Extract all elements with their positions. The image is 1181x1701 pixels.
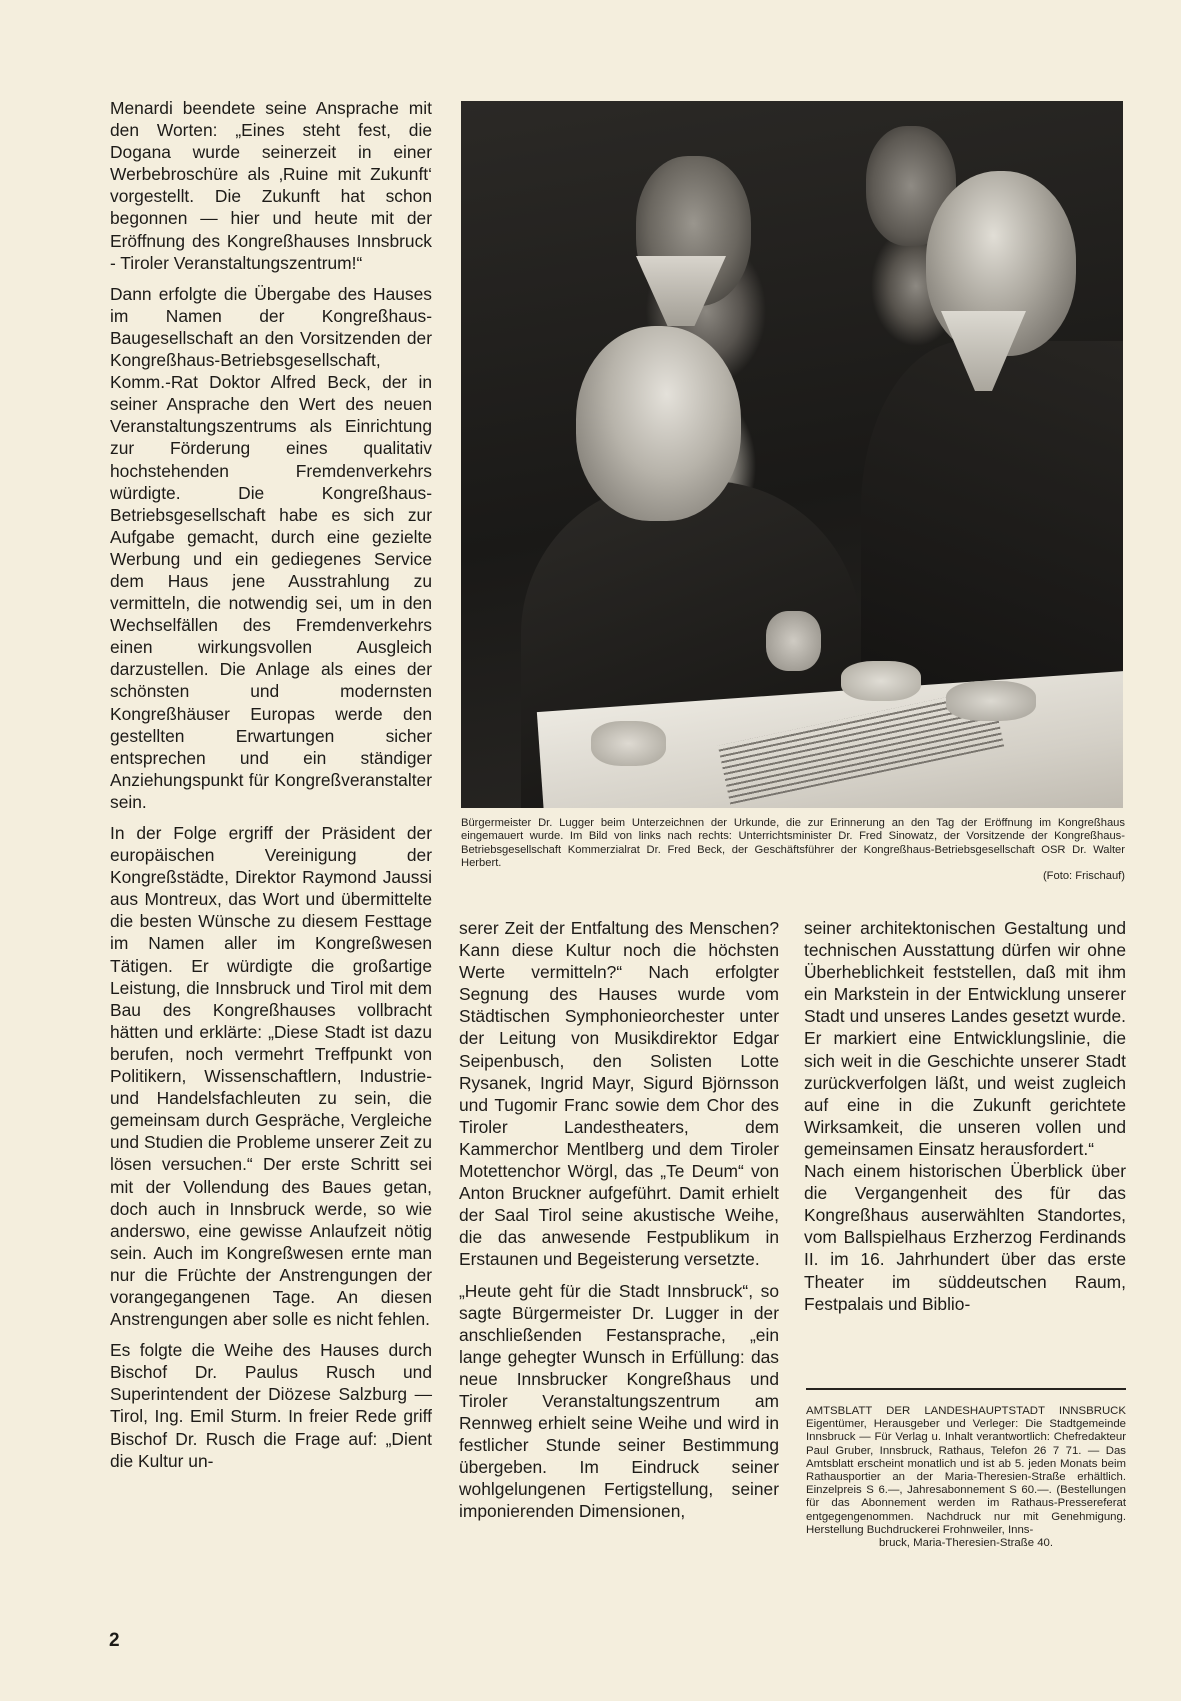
- photo-figure-signing-head: [576, 326, 741, 521]
- paragraph: „Heute geht für die Stadt Innsbruck“, so sagte Bürgermeister Dr. Lugger in der anschließenden Festansprache, „ein lange gehegter Wunsch in Erfüllung: das neue Innsbrucker Kongreßhaus und Tiroler Veranstaltungszentrum am Rennweg erhielt seine Weihe und wird in festlicher Stunde seiner Bestimmung übergeben. Im Eindruck seiner wohlgelungenen Fertigstellung, seiner imponierenden Dimensionen,: [459, 1280, 779, 1522]
- photo-hand: [841, 661, 921, 701]
- paragraph: In der Folge ergriff der Präsident der europäischen Vereinigung der Kongreßstädte, Direktor Raymond Jaussi aus Montreux, das Wort und übermittelte die besten Wünsche zu diesem Festtage im Namen aller im Kongreßwesen Tätigen. Er würdigte die großartige Leistung, die Innsbruck und Tirol mit dem Bau des Kongreßhauses vollbracht hätten und erklärte: „Diese Stadt ist dazu berufen, noch vermehrt Treffpunkt von Politikern, Wissenschaftlern, Industrie- und Handelsfachleuten zu sein, die gemeinsam durch Gespräche, Vergleiche und Studien die Probleme unserer Zeit zu lösen versuchen.“ Der erste Schritt sei mit der Vollendung des Baues getan, doch auch in Innsbruck werde, so wie anderswo, eine gewisse Anlaufzeit nötig sein. Auch im Kongreßwesen ernte man nur die Früchte der Anstrengungen der vorangegangenen Tage. An diesen Anstrengungen aber solle es nicht fehlen.: [110, 823, 432, 1330]
- article-column-right: [804, 917, 1126, 1324]
- caption-text: Bürgermeister Dr. Lugger beim Unterzeichnen der Urkunde, die zur Erinnerung an den Tag der Eröffnung im Kongreßhaus eingemauert wurde. Im Bild von links nach rechts: Unterrichtsminister Dr. Fred Sinowatz, der Vorsitzende der Kongreßhaus-Betriebsgesellschaft Kommerzialrat Dr. Fred Beck, der Geschäftsführer der Kongreßhaus-Betriebsgesellschaft OSR Dr. Walter Herbert.: [461, 817, 1125, 869]
- paragraph: Es folgte die Weihe des Hauses durch Bischof Dr. Paulus Rusch und Superintendent der Diözese Salzburg — Tirol, Ing. Emil Sturm. In freier Rede griff Bischof Dr. Rusch die Frage auf: „Dient die Kultur un-: [110, 1340, 432, 1471]
- article-photo: [461, 101, 1123, 808]
- photo-hand: [946, 681, 1036, 721]
- paragraph: Nach einem historischen Überblick über die Vergangenheit des für das Kongreßhaus auserwählten Standortes, vom Ballspielhaus Erzherzog Ferdinands II. im 16. Jahrhundert über das erste Theater im süddeutschen Raum, Festpalais und Biblio-: [804, 1161, 1126, 1314]
- paragraph: Dann erfolgte die Übergabe des Hauses im Namen der Kongreßhaus-Baugesellschaft an den Vorsitzenden der Kongreßhaus-Betriebsgesellschaft, Komm.-Rat Doktor Alfred Beck, der in seiner Ansprache den Wert des neuen Veranstaltungszentrums als Einrichtung zur Förderung eines qualitativ hochstehenden Fremdenverkehrs würdigte. Die Kongreßhaus-Betriebsgesellschaft habe es sich zur Aufgabe gemacht, durch eine gezielte Werbung und ein gediegenes Service dem Haus jene Ausstrahlung zu vermitteln, die notwendig sei, um in den Wechselfällen des Fremdenverkehrs einen wirkungsvollen Ausgleich darzustellen. Die Anlage als eines der schönsten und modernsten Kongreßhäuser Europas werde den gestellten Erwartungen sicher entsprechen und ein ständiger Anziehungspunkt für Kongreßveranstalter sein.: [110, 283, 432, 812]
- imprint-block: [806, 1405, 1126, 1550]
- paragraph: Menardi beendete seine Ansprache mit den Worten: „Eines steht fest, die Dogana wurde seinerzeit in einer Werbebroschüre als ‚Ruine mit Zukunft‘ vorgestellt. Die Zukunft hat schon begonnen — hier und heute mit der Eröffnung des Kongreßhauses Innsbruck - Tiroler Veranstaltungszentrum!“: [110, 98, 432, 273]
- article-column-left: [110, 97, 432, 1481]
- photo-credit: (Foto: Frischauf): [1042, 870, 1125, 883]
- photo-hand: [766, 611, 821, 671]
- imprint-divider: [806, 1388, 1126, 1390]
- paragraph: serer Zeit der Entfaltung des Menschen? Kann diese Kultur noch die höchsten Werte vermitteln?“ Nach erfolgter Segnung des Hauses wurde vom Städtischen Symphonieorchester unter der Leitung von Musikdirektor Edgar Seipenbusch, den Solisten Lotte Rysanek, Ingrid Mayr, Sigurd Björnsson und Tugomir Franc sowie dem Chor des Tiroler Landestheaters, dem Kammerchor Mentlberg und dem Tiroler Motettenchor Wörgl, das „Te Deum“ von Anton Bruckner aufgeführt. Damit erhielt der Saal Tirol seine akustische Weihe, die das anwesende Festpublikum in Erstaunen und Begeisterung versetzte.: [459, 918, 779, 1270]
- imprint-address: bruck, Maria-Theresien-Straße 40.: [878, 1537, 1054, 1550]
- photo-caption: [461, 817, 1125, 883]
- page-number: 2: [109, 1630, 120, 1651]
- photo-hand: [591, 721, 666, 766]
- paragraph: seiner architektonischen Gestaltung und technischen Ausstattung dürfen wir ohne Überheblichkeit feststellen, daß mit ihm ein Markstein in der Entwicklung unserer Stadt und unseres Landes gesetzt wurde. Er markiert eine Entwicklungslinie, die sich weit in die Geschichte unserer Stadt zurückverfolgen läßt, und weist zugleich auf eine in die Zukunft gerichtete Wirksamkeit, die unseren vollen und gemeinsamen Einsatz herausfordert.“: [804, 918, 1126, 1159]
- article-column-middle: [459, 917, 779, 1532]
- imprint-text: AMTSBLATT DER LANDESHAUPTSTADT INNSBRUCK Eigentümer, Herausgeber und Verleger: Die Stadtgemeinde Innsbruck — Für Verlag u. Inhalt verantwortlich: Chefredakteur Paul Gruber, Innsbruck, Rathaus, Telefon 26 7 71. — Das Amtsblatt erscheint monatlich und ist ab 5. jeden Monats beim Rathausportier an der Maria-Theresien-Straße erhältlich. Einzelpreis S 6.—, Jahresabonnement S 60.—. (Bestellungen für das Abonnement werden im Rathaus-Pressereferat entgegengenommen. Nachdruck nur mit Genehmigung. Herstellung Buchdruckerei Frohnweiler, Inns-: [806, 1405, 1126, 1536]
